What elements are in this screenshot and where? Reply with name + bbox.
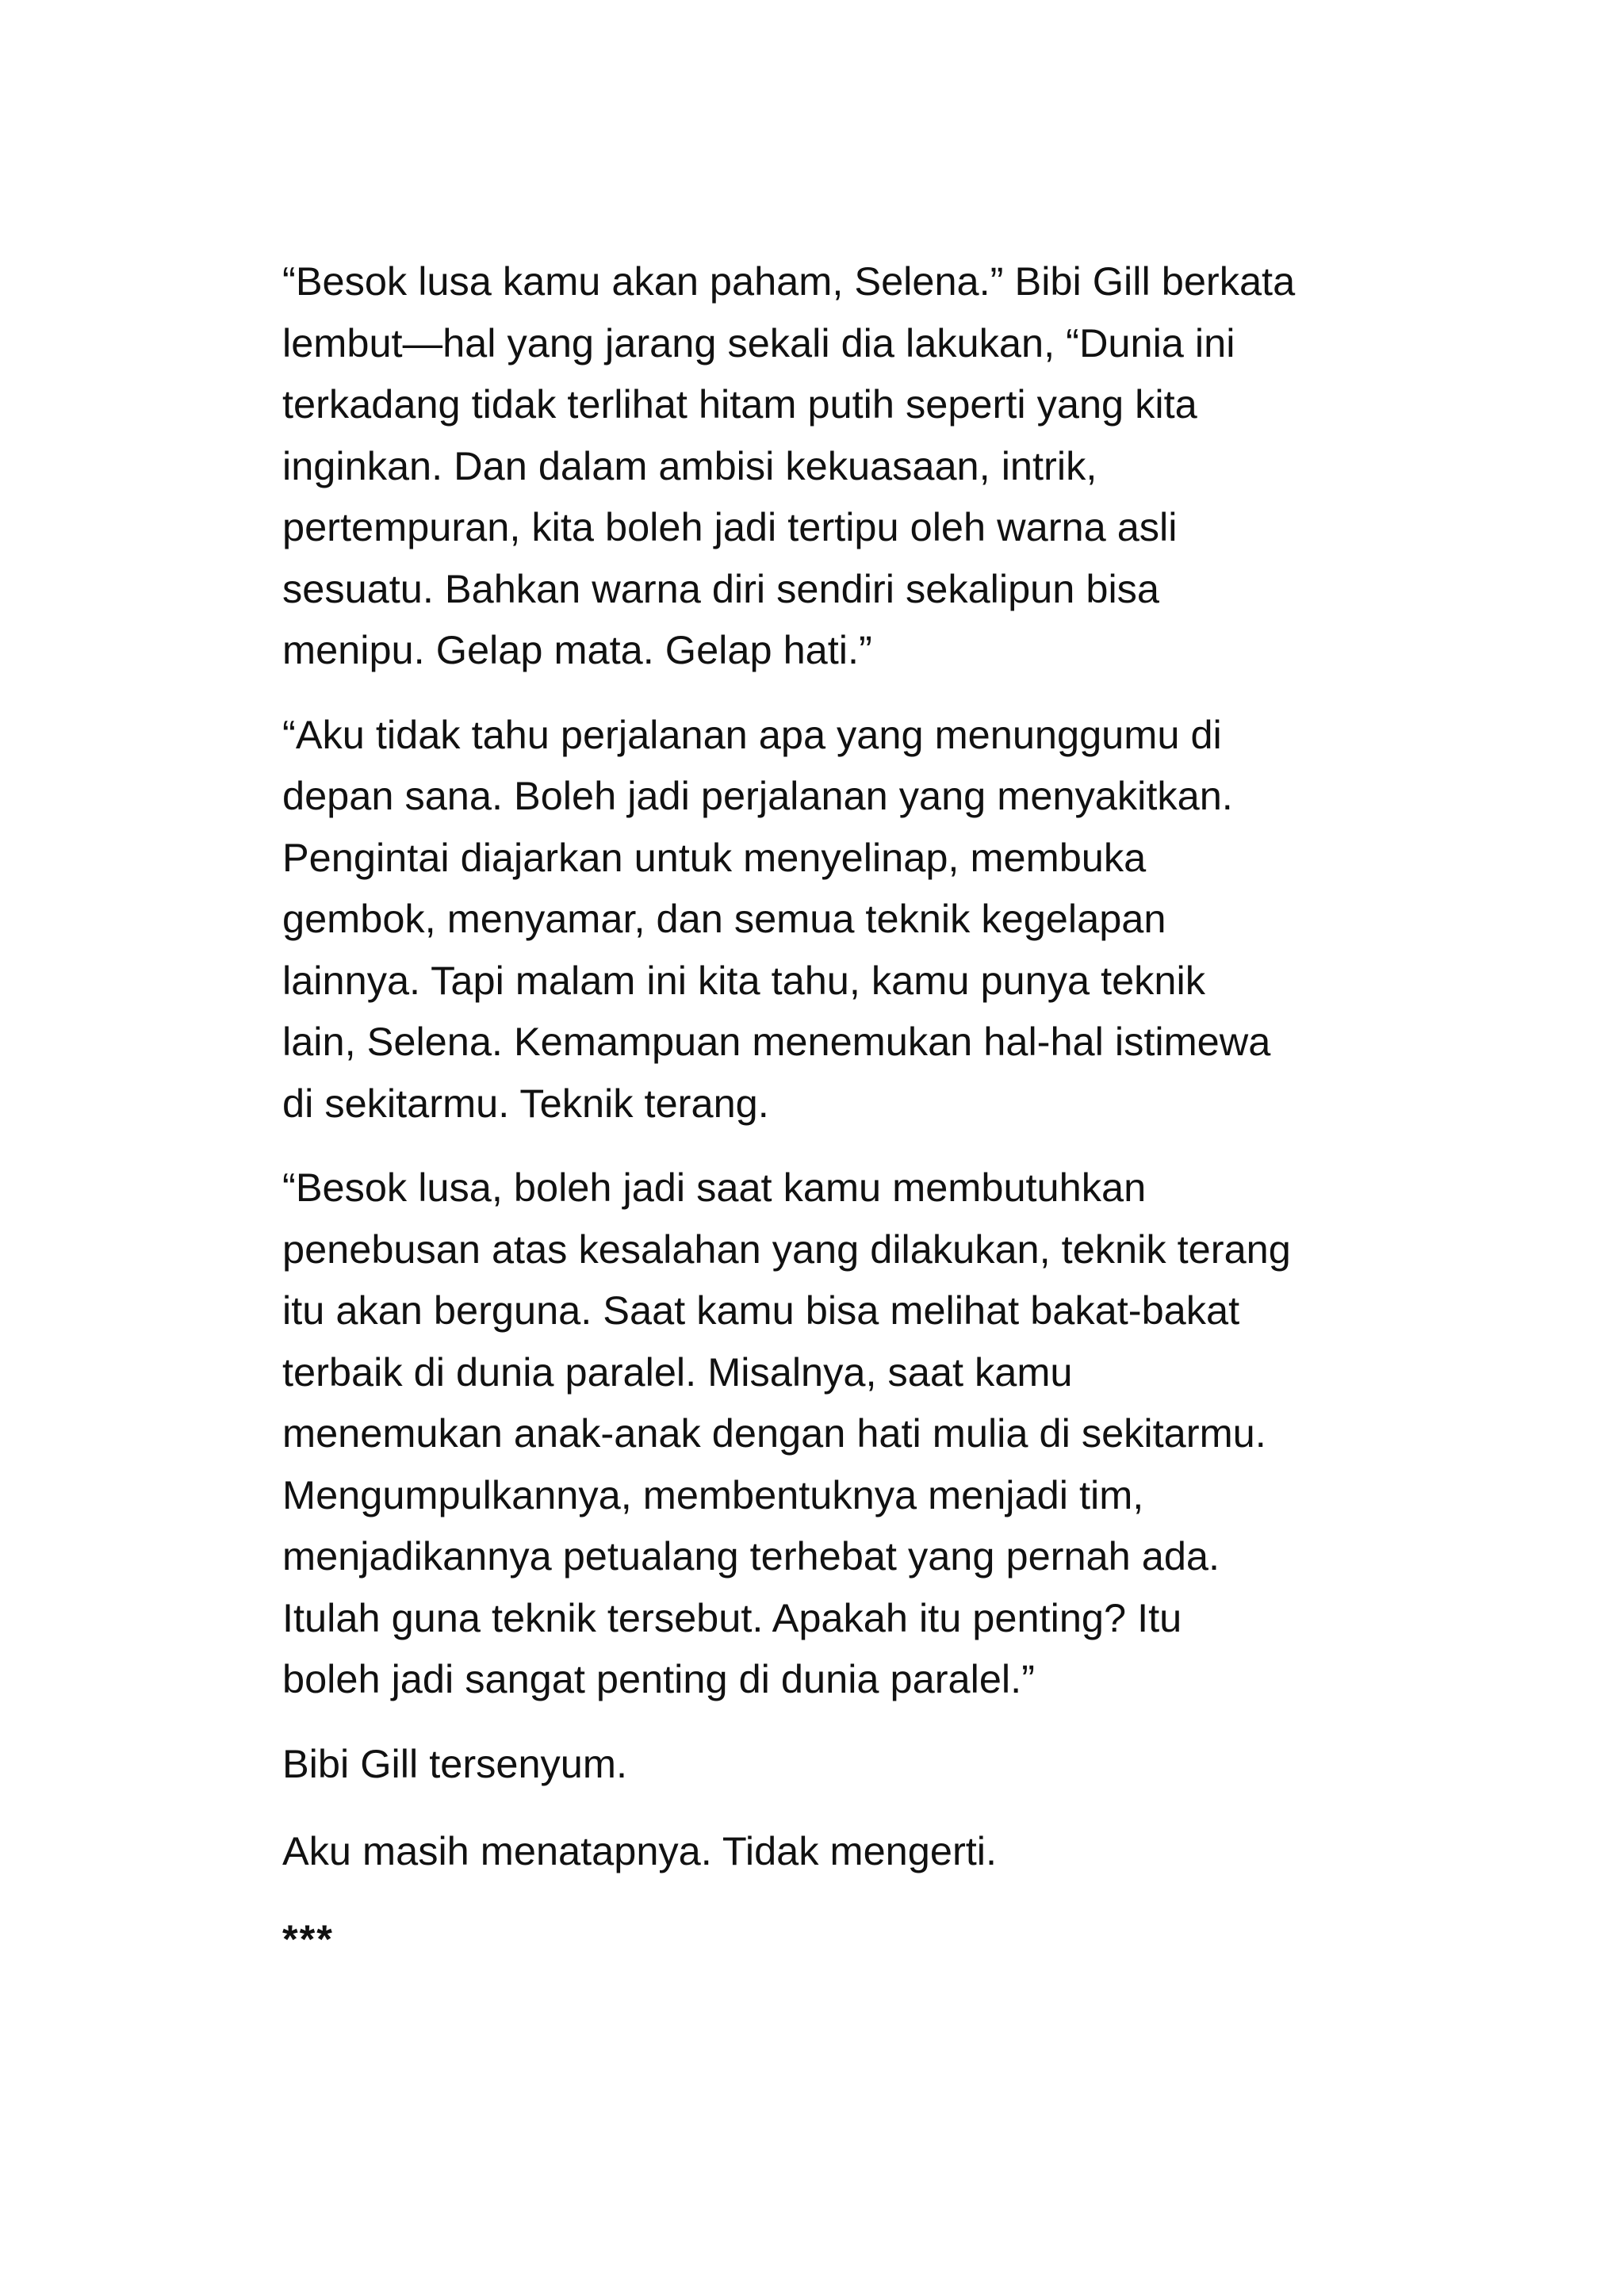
text-line: terbaik di dunia paralel. Misalnya, saat kamu — [282, 1349, 1073, 1395]
text-line: depan sana. Boleh jadi perjalanan yang menyakitkan. — [282, 773, 1233, 818]
text-line: boleh jadi sangat penting di dunia paralel.” — [282, 1656, 1035, 1701]
text-line: pertempuran, kita boleh jadi tertipu oleh warna asli — [282, 504, 1178, 549]
paragraph-2 — [282, 704, 1385, 1135]
text-line: “Besok lusa, boleh jadi saat kamu membutuhkan — [282, 1165, 1147, 1210]
text-line: inginkan. Dan dalam ambisi kekuasaan, intrik, — [282, 442, 1097, 488]
text-line: Mengumpulkannya, membentuknya menjadi tim, — [282, 1471, 1144, 1517]
text-line: lain, Selena. Kemampuan menemukan hal-hal istimewa — [282, 1019, 1271, 1064]
text-line: Bibi Gill tersenyum. — [282, 1740, 627, 1786]
text-line: sesuatu. Bahkan warna diri sendiri sekalipun bisa — [282, 565, 1160, 611]
text-line: menemukan anak-anak dengan hati mulia di sekitarmu. — [282, 1410, 1266, 1456]
text-line: itu akan berguna. Saat kamu bisa melihat bakat-bakat — [282, 1288, 1240, 1333]
text-line: di sekitarmu. Teknik terang. — [282, 1080, 769, 1126]
paragraph-3 — [282, 1157, 1385, 1710]
paragraph-1 — [282, 251, 1385, 681]
text-line: Aku masih menatapnya. Tidak mengerti. — [282, 1828, 998, 1873]
paragraph-5 — [282, 1820, 1385, 1882]
text-line: terkadang tidak terlihat hitam putih seperti yang kita — [282, 381, 1197, 427]
text-line: gembok, menyamar, dan semua teknik kegelapan — [282, 896, 1166, 941]
text-line: “Aku tidak tahu perjalanan apa yang menunggumu di — [282, 711, 1222, 757]
text-line: lainnya. Tapi malam ini kita tahu, kamu punya teknik — [282, 957, 1205, 1003]
paragraph-4 — [282, 1733, 1385, 1795]
text-line: “Besok lusa kamu akan paham, Selena.” Bibi Gill berkata — [282, 258, 1296, 304]
section-separator: *** — [282, 1915, 334, 1961]
text-line: menipu. Gelap mata. Gelap hati.” — [282, 627, 872, 672]
body-text — [282, 251, 1385, 1969]
text-line: penebusan atas kesalahan yang dilakukan, teknik terang — [282, 1226, 1291, 1272]
text-line: menjadikannya petualang terhebat yang pernah ada. — [282, 1533, 1220, 1578]
text-line: Pengintai diajarkan untuk menyelinap, membuka — [282, 834, 1147, 880]
text-line: Itulah guna teknik tersebut. Apakah itu penting? Itu — [282, 1594, 1182, 1640]
text-line: lembut—hal yang jarang sekali dia lakukan, “Dunia ini — [282, 320, 1235, 365]
